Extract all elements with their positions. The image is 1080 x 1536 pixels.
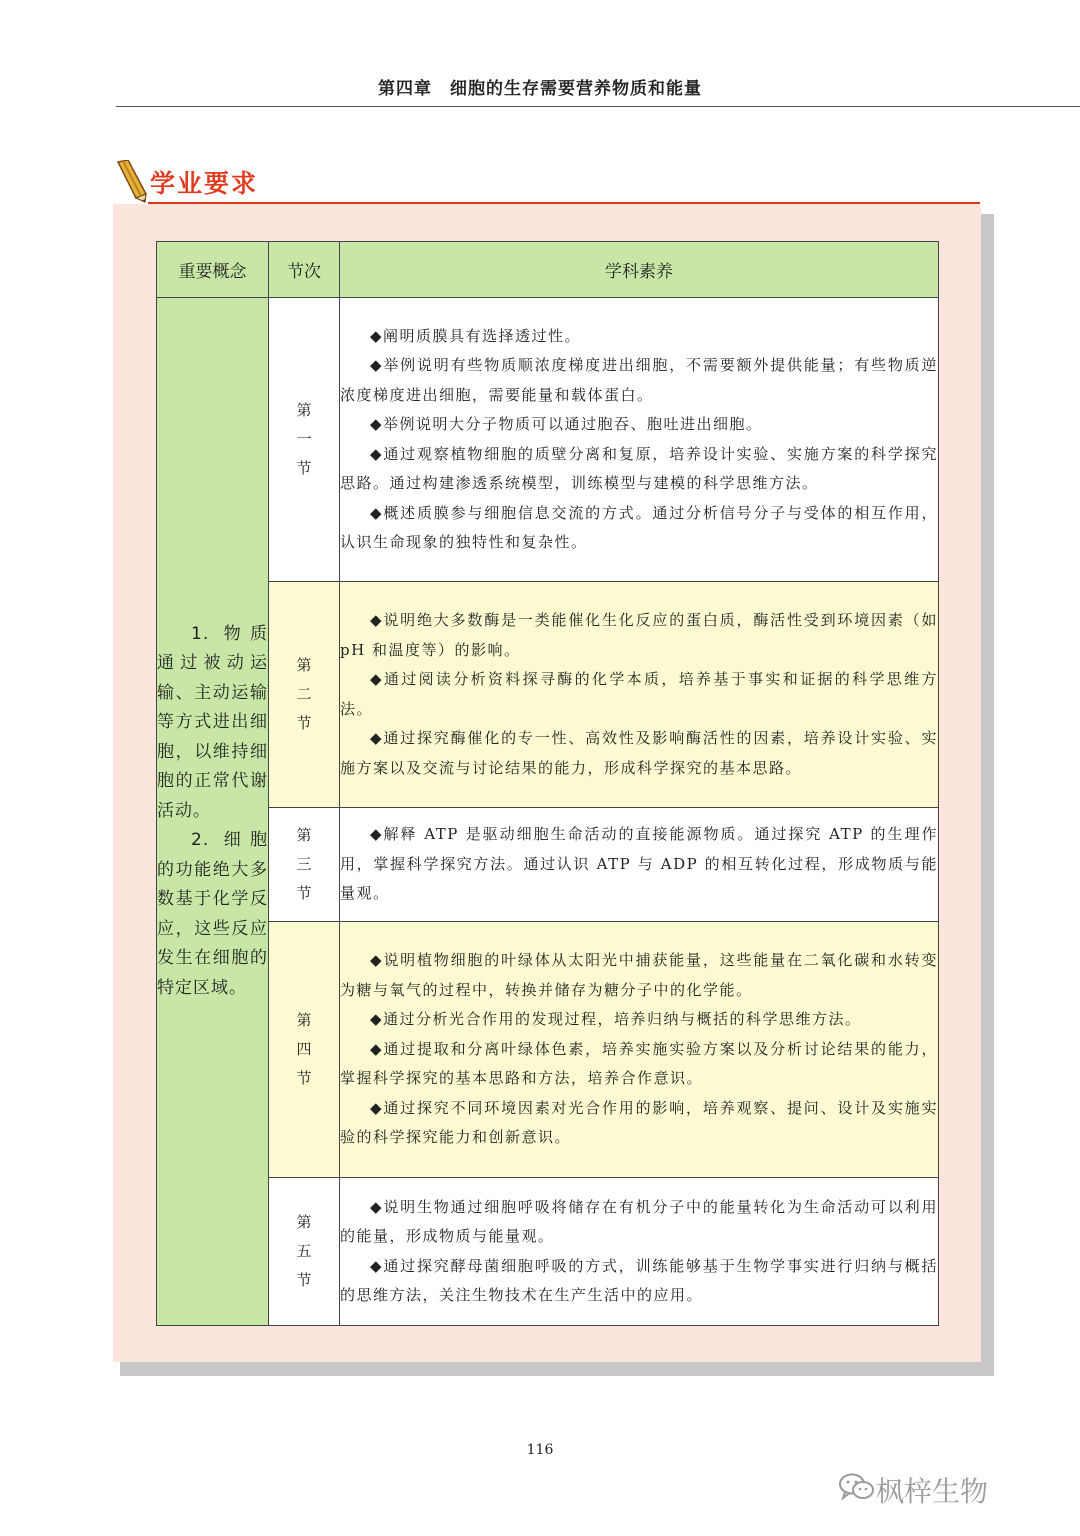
header-rule <box>116 106 1080 107</box>
chapter-header: 第四章 细胞的生存需要营养物质和能量 <box>378 79 702 99</box>
literacy-cell-5 <box>340 1178 939 1326</box>
wechat-icon <box>838 1472 876 1504</box>
table-row <box>157 922 939 1178</box>
col-header-concept: 重要概念 <box>157 242 269 298</box>
literacy-item: ◆通过阅读分析资料探寻酶的化学本质，培养基于事实和证据的科学思维方法。 <box>340 670 938 718</box>
concept-paragraph: 2. 细胞的功能绝大多数基于化学反应，这些反应发生在细胞的特定区域。 <box>157 830 268 998</box>
literacy-item: ◆通过探究酶催化的专一性、高效性及影响酶活性的因素，培养设计实验、实施方案以及交流与讨论结果的能力，形成科学探究的基本思路。 <box>340 729 938 777</box>
pencil-icon <box>112 160 152 204</box>
literacy-item: ◆说明生物通过细胞呼吸将储存在有机分子中的能量转化为生命活动可以利用的能量，形成物质与能量观。 <box>340 1197 938 1245</box>
requirements-table <box>156 241 939 1326</box>
literacy-item: ◆通过探究酵母菌细胞呼吸的方式，训练能够基于生物学事实进行归纳与概括的思维方法，关注生物技术在生产生活中的应用。 <box>340 1256 938 1304</box>
literacy-item: ◆概述质膜参与细胞信息交流的方式。通过分析信号分子与受体的相互作用，认识生命现象的独特性和复杂性。 <box>340 503 938 551</box>
literacy-item: ◆通过观察植物细胞的质壁分离和复原，培养设计实验、实施方案的科学探究思路。通过构建渗透系统模型，训练模型与建模的科学思维方法。 <box>340 444 938 492</box>
literacy-cell-2 <box>340 582 939 808</box>
section-label-3: 第 三 节 <box>269 808 340 922</box>
table-row <box>157 1178 939 1326</box>
table-row <box>157 808 939 922</box>
literacy-cell-3 <box>340 808 939 922</box>
literacy-item: ◆举例说明有些物质顺浓度梯度进出细胞，不需要额外提供能量；有些物质逆浓度梯度进出细胞，需要能量和载体蛋白。 <box>340 356 938 404</box>
table-row <box>157 582 939 808</box>
watermark: 枫梓生物 <box>876 1475 989 1508</box>
literacy-item: ◆说明绝大多数酶是一类能催化生化反应的蛋白质，酶活性受到环境因素（如 pH 和温度等）的影响。 <box>340 611 938 659</box>
literacy-item: ◆通过提取和分离叶绿体色素，培养实施实验方案以及分析讨论结果的能力，掌握科学探究的基本思路和方法，培养合作意识。 <box>340 1039 938 1088</box>
col-header-section: 节次 <box>269 242 340 298</box>
literacy-cell-4 <box>340 922 939 1178</box>
literacy-item: ◆举例说明大分子物质可以通过胞吞、胞吐进出细胞。 <box>370 415 763 433</box>
section-title: 学业要求 <box>150 169 259 198</box>
literacy-item: ◆通过探究不同环境因素对光合作用的影响，培养观察、提问、设计及实施实验的科学探究能力和创新意识。 <box>340 1098 938 1147</box>
concept-cell <box>157 298 269 1326</box>
page-number: 116 <box>526 1442 554 1458</box>
table-row <box>157 298 939 582</box>
literacy-item: ◆说明植物细胞的叶绿体从太阳光中捕获能量，这些能量在二氧化碳和水转变为糖与氧气的过程中，转换并储存为糖分子中的化学能。 <box>340 951 938 999</box>
concept-paragraph: 1. 物质通过被动运输、主动运输等方式进出细胞，以维持细胞的正常代谢活动。 <box>157 623 268 821</box>
section-label-1: 第 一 节 <box>269 298 340 582</box>
literacy-item: ◆解释 ATP 是驱动细胞生命活动的直接能源物质。通过探究 ATP 的生理作用，掌握科学探究方法。通过认识 ATP 与 ADP 的相互转化过程，形成物质与能量观。 <box>340 825 938 903</box>
literacy-cell-1 <box>340 298 939 582</box>
section-label-4: 第 四 节 <box>269 922 340 1178</box>
literacy-item: ◆通过分析光合作用的发现过程，培养归纳与概括的科学思维方法。 <box>370 1010 862 1029</box>
section-label-5: 第 五 节 <box>269 1178 340 1326</box>
table-header-row <box>157 242 939 298</box>
col-header-literacy: 学科素养 <box>340 242 939 298</box>
section-label-2: 第 二 节 <box>269 582 340 808</box>
literacy-item: ◆阐明质膜具有选择透过性。 <box>370 326 582 345</box>
